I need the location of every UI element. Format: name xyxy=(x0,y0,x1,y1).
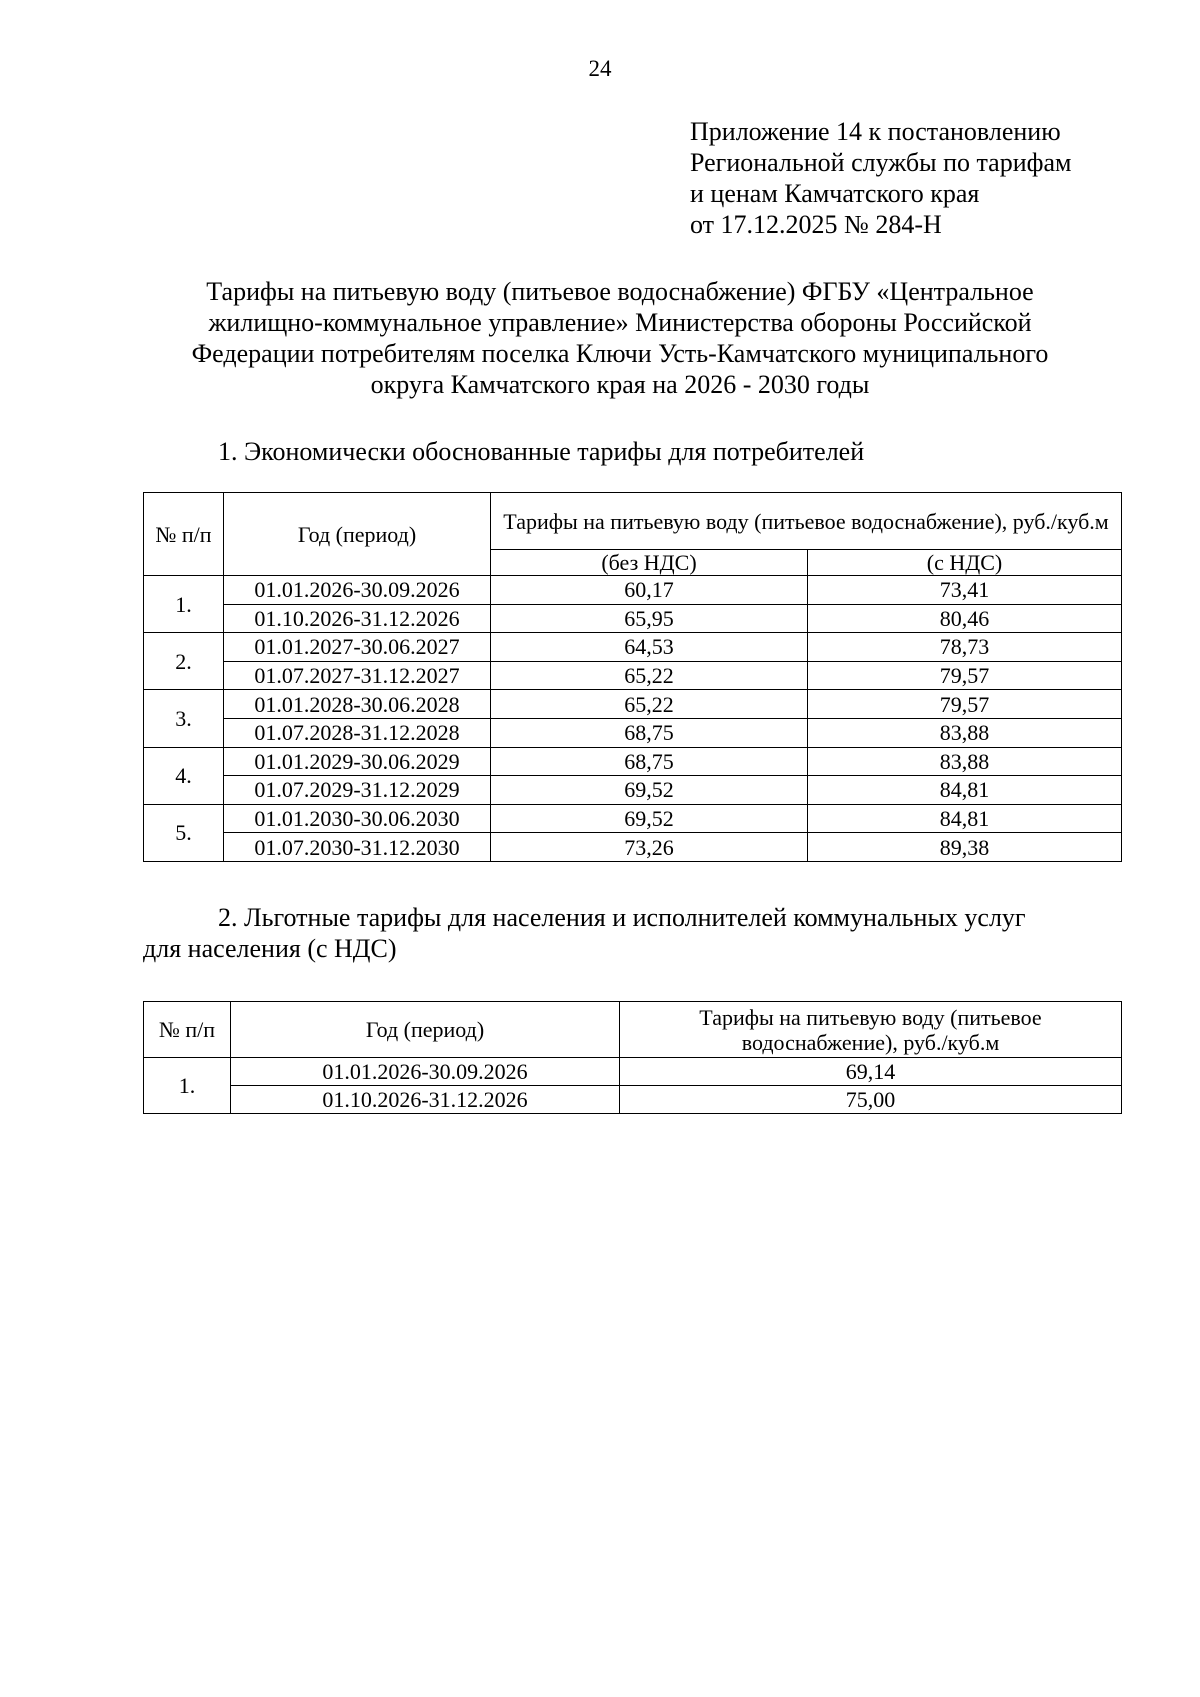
table-row xyxy=(144,690,1122,719)
header-period: Год (период) xyxy=(224,493,491,576)
table-row xyxy=(144,776,1122,805)
table-row xyxy=(144,1086,1122,1114)
header-tariff: Тарифы на питьевую воду (питьевое водоснабжение), руб./куб.м xyxy=(620,1002,1122,1058)
row-with-vat: 83,88 xyxy=(808,718,1122,747)
row-with-vat: 80,46 xyxy=(808,604,1122,633)
row-with-vat: 79,57 xyxy=(808,690,1122,719)
header-no-vat: (без НДС) xyxy=(491,550,808,576)
row-period: 01.01.2028-30.06.2028 xyxy=(224,690,491,719)
header-num: № п/п xyxy=(144,493,224,576)
economic-tariffs-table xyxy=(143,492,1122,862)
row-no-vat: 65,22 xyxy=(491,690,808,719)
row-with-vat: 73,41 xyxy=(808,576,1122,605)
row-with-vat: 78,73 xyxy=(808,633,1122,662)
row-num: 3. xyxy=(144,690,224,747)
preferential-tariffs-table xyxy=(143,1001,1122,1114)
title-line: жилищно-коммунальное управление» Министерства обороны Российской xyxy=(208,308,1032,337)
appendix-line: Приложение 14 к постановлению xyxy=(690,117,1061,146)
appendix-line: от 17.12.2025 № 284-Н xyxy=(690,210,942,239)
header-tariff: Тарифы на питьевую воду (питьевое водоснабжение), руб./куб.м xyxy=(491,493,1122,550)
appendix-line: Региональной службы по тарифам xyxy=(690,148,1072,177)
section-2-heading-line: для населения (с НДС) xyxy=(143,934,397,963)
table-row xyxy=(144,804,1122,833)
row-period: 01.07.2027-31.12.2027 xyxy=(224,661,491,690)
row-period: 01.07.2030-31.12.2030 xyxy=(224,833,491,862)
header-period: Год (период) xyxy=(231,1002,620,1058)
section-2-heading-line: 2. Льготные тарифы для населения и исполнителей коммунальных услуг xyxy=(218,903,1026,932)
row-period: 01.10.2026-31.12.2026 xyxy=(224,604,491,633)
section-1-heading: 1. Экономически обоснованные тарифы для потребителей xyxy=(218,437,865,466)
row-with-vat: 84,81 xyxy=(808,776,1122,805)
row-with-vat: 89,38 xyxy=(808,833,1122,862)
row-no-vat: 65,22 xyxy=(491,661,808,690)
row-no-vat: 69,52 xyxy=(491,804,808,833)
row-period: 01.10.2026-31.12.2026 xyxy=(231,1086,620,1114)
table-row xyxy=(144,661,1122,690)
row-no-vat: 68,75 xyxy=(491,718,808,747)
row-num: 1. xyxy=(144,1058,231,1114)
row-period: 01.07.2028-31.12.2028 xyxy=(224,718,491,747)
row-with-vat: 79,57 xyxy=(808,661,1122,690)
section-2-heading xyxy=(143,902,1103,964)
table-row xyxy=(144,747,1122,776)
row-no-vat: 69,52 xyxy=(491,776,808,805)
title-line: Тарифы на питьевую воду (питьевое водоснабжение) ФГБУ «Центральное xyxy=(206,277,1034,306)
row-value: 69,14 xyxy=(620,1058,1122,1086)
table-row xyxy=(144,576,1122,605)
row-value: 75,00 xyxy=(620,1086,1122,1114)
table-row xyxy=(144,604,1122,633)
row-with-vat: 84,81 xyxy=(808,804,1122,833)
document-title xyxy=(140,276,1100,400)
row-period: 01.01.2029-30.06.2029 xyxy=(224,747,491,776)
row-period: 01.01.2026-30.09.2026 xyxy=(231,1058,620,1086)
row-period: 01.01.2030-30.06.2030 xyxy=(224,804,491,833)
title-line: Федерации потребителям поселка Ключи Усть-Камчатского муниципального xyxy=(191,339,1049,368)
table-row xyxy=(144,833,1122,862)
row-period: 01.01.2026-30.09.2026 xyxy=(224,576,491,605)
row-no-vat: 64,53 xyxy=(491,633,808,662)
table-row xyxy=(144,718,1122,747)
row-no-vat: 60,17 xyxy=(491,576,808,605)
row-period: 01.01.2027-30.06.2027 xyxy=(224,633,491,662)
appendix-line: и ценам Камчатского края xyxy=(690,179,980,208)
row-no-vat: 68,75 xyxy=(491,747,808,776)
row-with-vat: 83,88 xyxy=(808,747,1122,776)
row-num: 1. xyxy=(144,576,224,633)
table-row xyxy=(144,633,1122,662)
row-num: 4. xyxy=(144,747,224,804)
title-line: округа Камчатского края на 2026 - 2030 годы xyxy=(370,370,870,399)
row-no-vat: 65,95 xyxy=(491,604,808,633)
appendix-reference xyxy=(690,116,1071,240)
row-period: 01.07.2029-31.12.2029 xyxy=(224,776,491,805)
header-num: № п/п xyxy=(144,1002,231,1058)
page-number: 24 xyxy=(588,56,612,81)
table-row xyxy=(144,1058,1122,1086)
header-with-vat: (с НДС) xyxy=(808,550,1122,576)
row-num: 5. xyxy=(144,804,224,861)
row-no-vat: 73,26 xyxy=(491,833,808,862)
row-num: 2. xyxy=(144,633,224,690)
